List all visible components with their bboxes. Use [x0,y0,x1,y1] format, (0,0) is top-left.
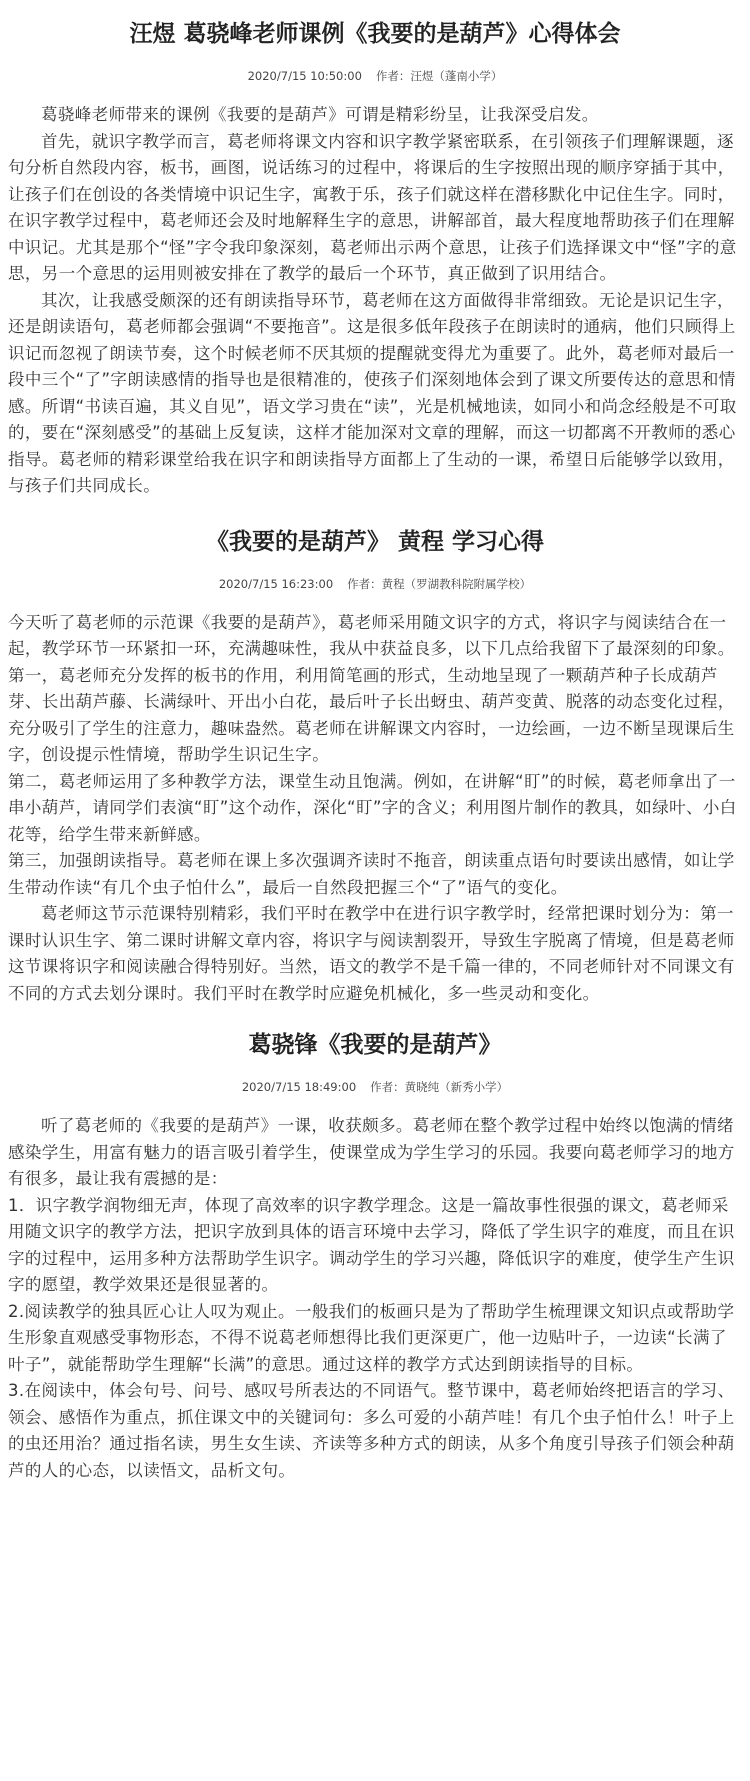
article-author: 作者：黄程（罗湖教科院附属学校） [347,576,532,591]
article-2 [0,522,750,1008]
article-meta [8,68,742,84]
article-3 [0,1025,750,1484]
paragraph: 第三，加强朗读指导。葛老师在课上多次强调齐读时不拖音，朗读重点语句时要读出感情，如让学生带动作读“有几个虫子怕什么”，最后一自然段把握三个“了”语气的变化。 [8,851,735,897]
paragraph: 听了葛老师的《我要的是葫芦》一课，收获颇多。葛老师在整个教学过程中始终以饱满的情绪感染学生，用富有魅力的语言吸引着学生，使课堂成为学生学习的乐园。我要向葛老师学习的地方有很多，最让我有震撼的是： [8,1116,735,1188]
article-body [8,102,742,500]
paragraph: 第二，葛老师运用了多种教学方法，课堂生动且饱满。例如，在讲解“盯”的时候，葛老师拿出了一串小葫芦，请同学们表演“盯”这个动作，深化“盯”字的含义；利用图片制作的教具，如绿叶、小白花等，给学生带来新鲜感。 [8,771,737,844]
paragraph: 葛骁峰老师带来的课例《我要的是葫芦》可谓是精彩纷呈，让我深受启发。 [41,105,599,124]
paragraph: 首先，就识字教学而言，葛老师将课文内容和识字教学紧密联系，在引领孩子们理解课题，逐句分析自然段内容，板书，画图，说话练习的过程中，将课后的生字按照出现的顺序穿插于其中，让孩子们在创设的各类情境中识记生字，寓教于乐，孩子们就这样在潜移默化中记住生字。同时，在识字教学过程中，葛老师还会及时地解释生字的意思，讲解部首，最大程度地帮助孩子们在理解中识记。尤其是那个“怪”字令我印象深刻，葛老师出示两个意思，让孩子们选择课文中“怪”字的意思，另一个意思的运用则被安排在了教学的最后一个环节，真正做到了识用结合。 [8,131,737,283]
paragraph: 2.阅读教学的独具匠心让人叹为观止。一般我们的板画只是为了帮助学生梳理课文知识点或帮助学生形象直观感受事物形态，不得不说葛老师想得比我们更深更广，他一边贴叶子，一边读“长满了叶子”，就能帮助学生理解“长满”的意思。通过这样的教学方式达到朗读指导的目标。 [8,1301,735,1374]
article-body [8,610,742,1008]
article-date: 2020/7/15 16:23:00 [218,576,334,591]
article-meta [8,1079,742,1095]
article-date: 2020/7/15 10:50:00 [247,69,362,83]
article-author: 作者：黄晓纯（新秀小学） [370,1080,509,1094]
paragraph: 1．识字教学润物细无声，体现了高效率的识字教学理念。这是一篇故事性很强的课文，葛老师采用随文识字的教学方法，把识字放到具体的语言环境中去学习，降低了学生识字的难度，而且在识字的过程中，运用多种方法帮助学生识字。调动学生的学习兴趣，降低识字的难度，使学生产生识字的愿望，教学效果还是很显著的。 [8,1195,735,1294]
article-title: 汪煜 葛骁峰老师课例《我要的是葫芦》心得体会 [129,21,621,47]
paragraph: 第一，葛老师充分发挥的板书的作用，利用简笔画的形式，生动地呈现了一颗葫芦种子长成葫芦芽、长出葫芦藤、长满绿叶、开出小白花，最后叶子长出蚜虫、葫芦变黄、脱落的动态变化过程，充分吸引了学生的注意力，趣味盎然。葛老师在讲解课文内容时，一边绘画，一边不断呈现课后生字，创设提示性情境，帮助学生识记生字。 [8,665,735,764]
article-author: 作者：汪煜（蓬南小学） [375,69,503,83]
article-title: 葛骁锋《我要的是葫芦》 [248,1032,502,1058]
paragraph: 今天听了葛老师的示范课《我要的是葫芦》，葛老师采用随文识字的方式，将识字与阅读结合在一起，教学环节一环紧扣一环，充满趣味性，我从中获益良多，以下几点给我留下了最深刻的印象。 [8,612,735,658]
paragraph: 葛老师这节示范课特别精彩，我们平时在教学中在进行识字教学时，经常把课时划分为：第一课时认识生字、第二课时讲解文章内容，将识字与阅读割裂开，导致生字脱离了情境，但是葛老师这节课将识字和阅读融合得特别好。当然，语文的教学不是千篇一律的，不同老师针对不同课文有不同的方式去划分课时。我们平时在教学时应避免机械化，多一些灵动和变化。 [8,904,735,1003]
article-date: 2020/7/15 18:49:00 [241,1080,357,1094]
article-1 [0,14,750,500]
article-body [8,1113,742,1484]
paragraph: 其次，让我感受颇深的还有朗读指导环节，葛老师在这方面做得非常细致。无论是识记生字，还是朗读语句，葛老师都会强调“不要拖音”。这是很多低年段孩子在朗读时的通病，他们只顾得上识记而忽视了朗读节奏，这个时候老师不厌其烦的提醒就变得尤为重要了。此外，葛老师对最后一段中三个“了”字朗读感情的指导也是很精准的，使孩子们深刻地体会到了课文所要传达的意思和情感。所谓“书读百遍，其义自见”，语文学习贵在“读”，光是机械地读，如同小和尚念经般是不可取的，要在“深刻感受”的基础上反复读，这样才能加深对文章的理解，而这一切都离不开教师的悉心指导。葛老师的精彩课堂给我在识字和朗读指导方面都上了生动的一课，希望日后能够学以致用，与孩子们共同成长。 [8,290,737,495]
article-title: 《我要的是葫芦》 黄程 学习心得 [205,528,544,555]
article-meta [8,576,742,592]
paragraph: 3.在阅读中，体会句号、问号、感叹号所表达的不同语气。整节课中，葛老师始终把语言的学习、领会、感悟作为重点，抓住课文中的关键词句：多么可爱的小葫芦哇！有几个虫子怕什么！叶子上的虫还用治？通过指名读，男生女生读、齐读等多种方式的朗读，从多个角度引导孩子们领会种葫芦的人的心态，以读悟文，品析文句。 [8,1381,735,1480]
